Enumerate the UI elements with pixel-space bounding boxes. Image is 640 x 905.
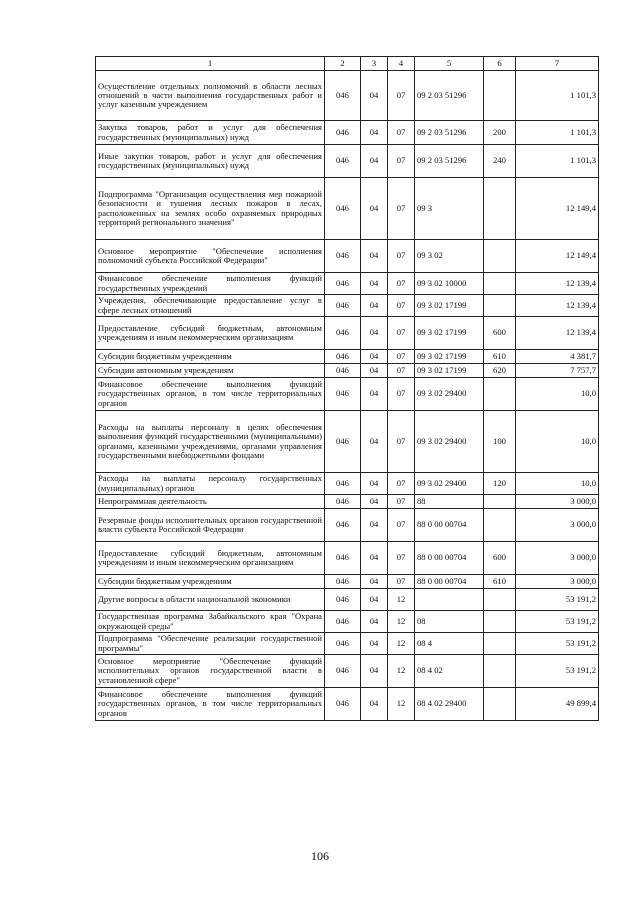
table-row <box>96 121 599 145</box>
row-amount: 12 139,4 <box>516 273 599 295</box>
row-ministry-code: 046 <box>325 688 361 721</box>
header-col-2: 2 <box>325 57 361 71</box>
row-section-code: 04 <box>361 317 388 350</box>
row-expense-type-code <box>484 633 516 655</box>
row-section-code: 04 <box>361 350 388 364</box>
row-expense-type-code <box>484 295 516 317</box>
row-amount: 12 149,4 <box>516 240 599 273</box>
row-target-code: 88 0 00 00704 <box>415 509 484 542</box>
row-target-code: 08 4 02 29400 <box>415 688 484 721</box>
row-ministry-code: 046 <box>325 495 361 509</box>
row-subsection-code: 07 <box>388 509 415 542</box>
table-body <box>96 71 599 721</box>
row-ministry-code: 046 <box>325 364 361 378</box>
table-row <box>96 589 599 611</box>
row-amount: 3 000,0 <box>516 509 599 542</box>
row-ministry-code: 046 <box>325 273 361 295</box>
row-name: Предоставление субсидий бюджетным, автономным учреждениям и иным некоммерческим организациям <box>96 542 325 575</box>
row-section-code: 04 <box>361 378 388 411</box>
row-target-code: 09 3 02 17199 <box>415 364 484 378</box>
row-section-code: 04 <box>361 473 388 495</box>
row-subsection-code: 07 <box>388 378 415 411</box>
table-row <box>96 71 599 121</box>
row-ministry-code: 046 <box>325 317 361 350</box>
row-ministry-code: 046 <box>325 575 361 589</box>
row-amount: 12 149,4 <box>516 178 599 240</box>
row-target-code: 09 3 02 17199 <box>415 350 484 364</box>
row-section-code: 04 <box>361 688 388 721</box>
table-row <box>96 575 599 589</box>
row-ministry-code: 046 <box>325 145 361 178</box>
row-name: Резервные фонды исполнительных органов государственной власти субъекта Российской Федерации <box>96 509 325 542</box>
row-section-code: 04 <box>361 145 388 178</box>
table-row <box>96 295 599 317</box>
row-section-code: 04 <box>361 178 388 240</box>
row-section-code: 04 <box>361 575 388 589</box>
row-name: Субсидии бюджетным учреждениям <box>96 350 325 364</box>
row-target-code: 09 3 02 29400 <box>415 378 484 411</box>
row-ministry-code: 046 <box>325 71 361 121</box>
row-expense-type-code <box>484 611 516 633</box>
row-section-code: 04 <box>361 509 388 542</box>
row-target-code: 88 <box>415 495 484 509</box>
row-section-code: 04 <box>361 364 388 378</box>
row-subsection-code: 07 <box>388 178 415 240</box>
row-target-code: 09 3 02 17199 <box>415 295 484 317</box>
row-amount: 1 101,3 <box>516 145 599 178</box>
row-ministry-code: 046 <box>325 509 361 542</box>
row-name: Осуществление отдельных полномочий в области лесных отношений в части выполнения государственных работ и услуг казенным учреждением <box>96 71 325 121</box>
row-amount: 12 139,4 <box>516 317 599 350</box>
row-name: Субсидии автономным учреждениям <box>96 364 325 378</box>
row-name: Подпрограмма "Обеспечение реализации государственной программы" <box>96 633 325 655</box>
header-col-7: 7 <box>516 57 599 71</box>
row-ministry-code: 046 <box>325 121 361 145</box>
row-subsection-code: 12 <box>388 633 415 655</box>
row-name: Закупка товаров, работ и услуг для обеспечения государственных (муниципальных) нужд <box>96 121 325 145</box>
row-subsection-code: 07 <box>388 473 415 495</box>
row-ministry-code: 046 <box>325 473 361 495</box>
table-row <box>96 378 599 411</box>
row-expense-type-code <box>484 378 516 411</box>
header-col-3: 3 <box>361 57 388 71</box>
row-name: Финансовое обеспечение выполнения функций государственных органов, в том числе территориальных органов <box>96 378 325 411</box>
row-target-code: 88 0 00 00704 <box>415 575 484 589</box>
row-target-code <box>415 589 484 611</box>
row-expense-type-code <box>484 71 516 121</box>
page-number: 106 <box>311 849 329 863</box>
row-target-code: 09 2 03 51296 <box>415 71 484 121</box>
header-col-1: 1 <box>96 57 325 71</box>
row-target-code: 08 4 <box>415 633 484 655</box>
row-subsection-code: 07 <box>388 317 415 350</box>
row-expense-type-code: 600 <box>484 542 516 575</box>
row-amount: 3 000,0 <box>516 542 599 575</box>
row-expense-type-code <box>484 495 516 509</box>
table-row <box>96 655 599 688</box>
row-target-code: 08 4 02 <box>415 655 484 688</box>
row-expense-type-code: 610 <box>484 575 516 589</box>
row-expense-type-code: 120 <box>484 473 516 495</box>
table-row <box>96 364 599 378</box>
row-amount: 53 191,2 <box>516 589 599 611</box>
row-expense-type-code <box>484 688 516 721</box>
row-section-code: 04 <box>361 611 388 633</box>
budget-table <box>95 56 599 721</box>
row-ministry-code: 046 <box>325 378 361 411</box>
row-name: Государственная программа Забайкальского края "Охрана окружающей среды" <box>96 611 325 633</box>
row-subsection-code: 07 <box>388 495 415 509</box>
row-expense-type-code <box>484 589 516 611</box>
row-ministry-code: 046 <box>325 350 361 364</box>
row-subsection-code: 07 <box>388 273 415 295</box>
table-row <box>96 688 599 721</box>
table-row <box>96 542 599 575</box>
row-name: Основное мероприятие "Обеспечение функций исполнительных органов государственной власти в установленной сфере" <box>96 655 325 688</box>
row-expense-type-code <box>484 240 516 273</box>
row-expense-type-code: 620 <box>484 364 516 378</box>
row-subsection-code: 07 <box>388 240 415 273</box>
row-expense-type-code <box>484 273 516 295</box>
row-expense-type-code <box>484 655 516 688</box>
row-ministry-code: 046 <box>325 542 361 575</box>
row-target-code: 09 2 03 51296 <box>415 121 484 145</box>
row-name: Другие вопросы в области национальной экономики <box>96 589 325 611</box>
header-col-6: 6 <box>484 57 516 71</box>
row-target-code: 09 3 02 29400 <box>415 473 484 495</box>
row-ministry-code: 046 <box>325 655 361 688</box>
row-expense-type-code: 100 <box>484 411 516 473</box>
row-section-code: 04 <box>361 71 388 121</box>
row-expense-type-code: 610 <box>484 350 516 364</box>
row-name: Учреждения, обеспечивающие предоставление услуг в сфере лесных отношений <box>96 295 325 317</box>
row-amount: 1 101,3 <box>516 71 599 121</box>
row-name: Подпрограмма "Организация осуществления мер пожарной безопасности и тушения лесных пожаров в лесах, расположенных на землях особо охраняемых природных территорий регионального значения" <box>96 178 325 240</box>
row-target-code: 88 0 00 00704 <box>415 542 484 575</box>
row-amount: 53 191,2 <box>516 611 599 633</box>
table-row <box>96 317 599 350</box>
row-amount: 10,0 <box>516 411 599 473</box>
table-row <box>96 350 599 364</box>
row-ministry-code: 046 <box>325 611 361 633</box>
row-amount: 10,0 <box>516 378 599 411</box>
row-amount: 53 191,2 <box>516 633 599 655</box>
row-target-code: 08 <box>415 611 484 633</box>
row-expense-type-code: 200 <box>484 121 516 145</box>
row-name: Финансовое обеспечение выполнения функций государственных органов, в том числе территориальных органов <box>96 688 325 721</box>
row-target-code: 09 3 <box>415 178 484 240</box>
row-subsection-code: 07 <box>388 145 415 178</box>
row-section-code: 04 <box>361 411 388 473</box>
row-subsection-code: 07 <box>388 364 415 378</box>
row-amount: 10,0 <box>516 473 599 495</box>
row-section-code: 04 <box>361 655 388 688</box>
row-expense-type-code: 240 <box>484 145 516 178</box>
row-subsection-code: 12 <box>388 589 415 611</box>
row-expense-type-code <box>484 509 516 542</box>
table-row <box>96 273 599 295</box>
row-subsection-code: 12 <box>388 655 415 688</box>
row-ministry-code: 046 <box>325 240 361 273</box>
row-subsection-code: 07 <box>388 411 415 473</box>
row-section-code: 04 <box>361 295 388 317</box>
row-target-code: 09 3 02 29400 <box>415 411 484 473</box>
table-row <box>96 240 599 273</box>
row-section-code: 04 <box>361 121 388 145</box>
header-col-5: 5 <box>415 57 484 71</box>
row-subsection-code: 07 <box>388 542 415 575</box>
row-section-code: 04 <box>361 273 388 295</box>
row-amount: 3 000,0 <box>516 495 599 509</box>
row-ministry-code: 046 <box>325 178 361 240</box>
table-row <box>96 495 599 509</box>
row-amount: 12 139,4 <box>516 295 599 317</box>
row-section-code: 04 <box>361 633 388 655</box>
row-section-code: 04 <box>361 495 388 509</box>
row-subsection-code: 07 <box>388 295 415 317</box>
row-target-code: 09 3 02 10000 <box>415 273 484 295</box>
row-expense-type-code: 600 <box>484 317 516 350</box>
table-row <box>96 633 599 655</box>
row-target-code: 09 3 02 17199 <box>415 317 484 350</box>
table-row <box>96 509 599 542</box>
row-target-code: 09 2 03 51296 <box>415 145 484 178</box>
row-amount: 4 381,7 <box>516 350 599 364</box>
row-name: Субсидии бюджетным учреждениям <box>96 575 325 589</box>
row-ministry-code: 046 <box>325 295 361 317</box>
row-amount: 1 101,3 <box>516 121 599 145</box>
row-name: Расходы на выплаты персоналу государственных (муниципальных) органов <box>96 473 325 495</box>
row-amount: 3 000,0 <box>516 575 599 589</box>
row-section-code: 04 <box>361 240 388 273</box>
header-col-4: 4 <box>388 57 415 71</box>
table-row <box>96 473 599 495</box>
row-amount: 7 757,7 <box>516 364 599 378</box>
row-expense-type-code <box>484 178 516 240</box>
row-amount: 53 191,2 <box>516 655 599 688</box>
row-name: Расходы на выплаты персоналу в целях обеспечения выполнения функций государственными (муниципальными) органами, казенными учреждениями, органами управления государственными внебюджетными фондами <box>96 411 325 473</box>
row-subsection-code: 07 <box>388 71 415 121</box>
row-ministry-code: 046 <box>325 633 361 655</box>
row-name: Непрограммная деятельность <box>96 495 325 509</box>
row-section-code: 04 <box>361 542 388 575</box>
row-ministry-code: 046 <box>325 589 361 611</box>
row-name: Финансовое обеспечение выполнения функций государственных учреждений <box>96 273 325 295</box>
row-section-code: 04 <box>361 589 388 611</box>
row-subsection-code: 12 <box>388 611 415 633</box>
header-row <box>96 57 599 71</box>
row-subsection-code: 07 <box>388 350 415 364</box>
table-row <box>96 178 599 240</box>
row-name: Предоставление субсидий бюджетным, автономным учреждениям и иным некоммерческим организациям <box>96 317 325 350</box>
row-subsection-code: 07 <box>388 575 415 589</box>
row-ministry-code: 046 <box>325 411 361 473</box>
table-row <box>96 611 599 633</box>
row-name: Основное мероприятие "Обеспечение исполнения полномочий субъекта Российской Федерации" <box>96 240 325 273</box>
row-subsection-code: 12 <box>388 688 415 721</box>
row-name: Иные закупки товаров, работ и услуг для обеспечения государственных (муниципальных) нужд <box>96 145 325 178</box>
table-row <box>96 411 599 473</box>
row-target-code: 09 3 02 <box>415 240 484 273</box>
row-subsection-code: 07 <box>388 121 415 145</box>
table-row <box>96 145 599 178</box>
row-amount: 49 899,4 <box>516 688 599 721</box>
